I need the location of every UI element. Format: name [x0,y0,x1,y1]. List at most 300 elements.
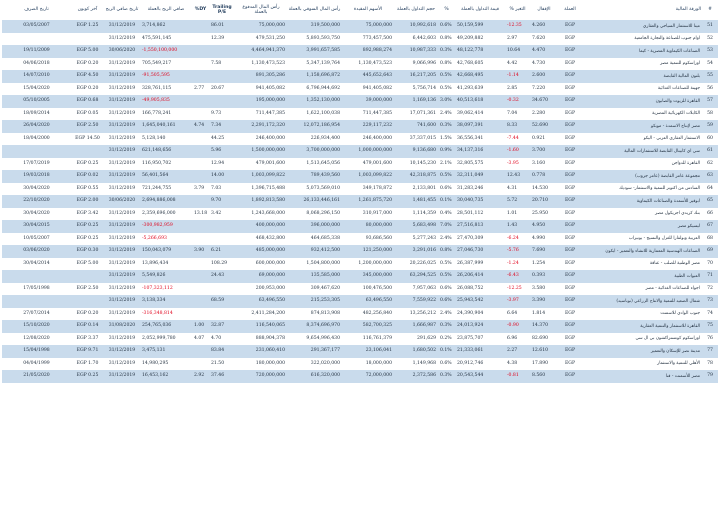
market-cap-cell: 26,387,999 [455,258,505,271]
security-name: اوام جنوب للصناعة والتجارة الجامعية [582,33,702,46]
volume-cell: 6,442,603 [394,33,438,46]
fin-date-cell: 31/12/2019 [104,108,140,121]
row-number: 58 [702,108,718,121]
table-row[interactable] [2,283,718,296]
market-value-cell: 226,934,400 [287,133,342,146]
net-profit-cell: 254,765,036 [140,320,192,333]
row-number: 51 [702,20,718,33]
row-number: 71 [702,270,718,283]
change-pct-cell: 6.64 [505,308,530,321]
currency-cell: EGP [558,370,582,383]
currency-cell: EGP [558,195,582,208]
security-name: مصر للأسمنت - قنا [582,370,702,383]
table-row[interactable] [2,108,718,121]
table-row[interactable] [2,120,718,133]
col-header-close[interactable]: الإقفال [530,0,558,20]
fin-date-cell: 31/08/2020 [104,320,140,333]
currency-cell: EGP [558,95,582,108]
table-row[interactable] [2,133,718,146]
fin-date-cell: 31/12/2019 [104,345,140,358]
row-number: 76 [702,333,718,346]
dy-cell: 1.00 [192,320,209,333]
coupon-date-cell [2,295,71,308]
table-row[interactable] [2,320,718,333]
table-row[interactable] [2,58,718,71]
table-row[interactable] [2,233,718,246]
fin-date-cell: 30/06/2020 [104,195,140,208]
col-header-paid-capital[interactable]: رأس المال المدفوع بالعملة [235,0,287,20]
currency-cell: EGP [558,133,582,146]
market-value-cell: 309,467,620 [287,283,342,296]
market-cap-cell: 41,293,639 [455,83,505,96]
market-value-cell: 1,158,696,872 [287,70,342,83]
volume-cell: 17,071,361 [394,108,438,121]
table-row[interactable] [2,370,718,383]
pe-cell: 6.21 [209,245,235,258]
coupon-date-cell: 03/06/2020 [2,245,71,258]
security-name: الكابلات الكهربائية المصرية [582,108,702,121]
fin-date-cell: 31/12/2019 [104,95,140,108]
table-row[interactable] [2,83,718,96]
dy-cell: 4.74 [192,120,209,133]
shares-cell: 1,261,875,720 [342,195,394,208]
pct-traded-cell: 0.5% [438,83,455,96]
market-value-cell: 9,654,996,430 [287,333,342,346]
change-pct-cell: -0.32 [505,95,530,108]
pct-traded-cell: 7.0% [438,220,455,233]
shares-cell: 345,000,000 [342,270,394,283]
pct-traded-cell: 0.3% [438,45,455,58]
dy-cell [192,345,209,358]
table-row[interactable] [2,195,718,208]
pe-cell [209,45,235,58]
col-header-pct-traded[interactable]: % [438,0,455,20]
market-value-cell: 291,367,177 [287,345,342,358]
fin-date-cell: 31/12/2019 [104,33,140,46]
fin-date-cell: 31/12/2019 [104,133,140,146]
last-coupon-cell: EGP 5.00 [71,258,104,271]
security-name: اجواء للصناعات الغذائية - مصر [582,283,702,296]
fin-date-cell: 31/12/2019 [104,120,140,133]
pe-cell: 37.46 [209,370,235,383]
shares-cell: 63,496,550 [342,295,394,308]
dy-cell [192,70,209,83]
pct-traded-cell: 2.1% [438,158,455,171]
security-name: مدينة نصر للإسكان والتعمير [582,345,702,358]
last-coupon-cell: EGP 0.30 [71,245,104,258]
net-profit-cell: 3,475,131 [140,345,192,358]
col-header-market-value[interactable]: رأس المال السوقي بالعملة [287,0,342,20]
table-row[interactable] [2,145,718,158]
dy-cell [192,58,209,71]
last-coupon-cell: EGP 9.71 [71,345,104,358]
table-row[interactable] [2,45,718,58]
security-name: الأهلي للتنمية والاستثمار [582,358,702,371]
shares-cell: 1,130,473,523 [342,58,394,71]
table-row[interactable] [2,245,718,258]
dy-cell [192,308,209,321]
table-row[interactable] [2,358,718,371]
dy-cell [192,195,209,208]
col-header-market-cap[interactable]: قيمة التداول بالعملة [455,0,505,20]
pct-traded-cell: 0.3% [438,120,455,133]
market-value-cell: 135,585,000 [287,270,342,283]
dy-cell [192,45,209,58]
table-row[interactable] [2,295,718,308]
coupon-date-cell: 14/07/2010 [2,70,71,83]
security-name: الصناعات الكيماوية المصرية - كيما [582,45,702,58]
security-name: القاهرة للدواجن [582,158,702,171]
shares-cell: 582,700,325 [342,320,394,333]
coupon-date-cell: 19/11/2009 [2,45,71,58]
shares-cell: 1,200,000,000 [342,258,394,271]
last-coupon-cell: EGP 0.20 [71,308,104,321]
net-profit-cell: -1,550,100,000 [140,45,192,58]
close-price-cell: 1.814 [530,308,558,321]
net-profit-cell: -5,266,693 [140,233,192,246]
security-name: العربية وبولفارا للغزل والنسيج - يونيراب [582,233,702,246]
coupon-date-cell: 19/03/2018 [2,170,71,183]
coupon-date-cell: 17/07/2019 [2,158,71,171]
coupon-date-cell: 18/09/2014 [2,108,71,121]
pe-cell: 32.87 [209,320,235,333]
pe-cell: 83.84 [209,345,235,358]
table-row[interactable] [2,208,718,221]
pe-cell: 12.94 [209,158,235,171]
table-row[interactable] [2,158,718,171]
pe-cell [209,283,235,296]
shares-cell: 80,000,000 [342,220,394,233]
col-header-num[interactable]: # [702,0,718,20]
table-row[interactable] [2,333,718,346]
row-number: 77 [702,345,718,358]
col-header-volume[interactable]: حجم التداول بالعملة [394,0,438,20]
net-profit-cell: 5,549,826 [140,270,192,283]
paid-capital-cell: 2,291,172,320 [235,120,287,133]
col-header-name[interactable]: الورقة المالية [582,0,702,20]
shares-cell: 310,917,000 [342,208,394,221]
change-pct-cell: -12.25 [505,283,530,296]
volume-cell: 10,992,618 [394,20,438,33]
row-number: 62 [702,158,718,171]
shares-cell: 1,000,000,000 [342,145,394,158]
last-coupon-cell: EGP 1.25 [71,20,104,33]
security-name: القاهرة للزيوت والصابون [582,95,702,108]
shares-cell: 39,000,000 [342,95,394,108]
net-profit-cell: -49,905,835 [140,95,192,108]
pe-cell: 14.00 [209,170,235,183]
close-price-cell: 4.730 [530,58,558,71]
currency-cell: EGP [558,270,582,283]
net-profit-cell: 475,591,145 [140,33,192,46]
shares-cell: 482,256,840 [342,308,394,321]
pct-traded-cell: 0.4% [438,208,455,221]
last-coupon-cell: EGP 0.14 [71,320,104,333]
change-pct-cell: 1.43 [505,220,530,233]
pe-cell: 7.03 [209,183,235,196]
dy-cell [192,170,209,183]
change-pct-cell: 2.85 [505,83,530,96]
row-number: 78 [702,358,718,371]
fin-date-cell: 31/12/2019 [104,170,140,183]
change-pct-cell: 6.96 [505,333,530,346]
col-header-coupon-date[interactable]: تاريخ الصرف [2,0,71,20]
change-pct-cell: 4.31 [505,183,530,196]
coupon-date-cell: 22/10/2020 [2,195,71,208]
paid-capital-cell: 200,953,000 [235,283,287,296]
pct-traded-cell: 0.5% [438,258,455,271]
row-number: 73 [702,295,718,308]
currency-cell: EGP [558,108,582,121]
market-cap-cell: 28,501,112 [455,208,505,221]
volume-cell: 7,957,063 [394,283,438,296]
pct-traded-cell: 0.6% [438,283,455,296]
currency-cell: EGP [558,208,582,221]
fin-date-cell: 31/12/2019 [104,245,140,258]
table-row[interactable] [2,220,718,233]
close-price-cell: 2.600 [530,70,558,83]
dy-cell [192,358,209,371]
dy-cell: 2.77 [192,83,209,96]
dy-cell: 3.79 [192,183,209,196]
last-coupon-cell: EGP 2.50 [71,283,104,296]
close-price-cell: 25.950 [530,208,558,221]
coupon-date-cell: 30/04/2015 [2,220,71,233]
coupon-date-cell: 12/08/2020 [2,333,71,346]
paid-capital-cell: 180,000,000 [235,358,287,371]
market-cap-cell: 26,088,752 [455,283,505,296]
table-body [2,20,718,383]
market-value-cell: 3,991,657,585 [287,45,342,58]
market-value-cell: 8,374,696,970 [287,320,342,333]
close-price-cell: 34.670 [530,95,558,108]
coupon-date-cell: 30/04/2020 [2,208,71,221]
close-price-cell: 4.950 [530,220,558,233]
row-number: 56 [702,83,718,96]
paid-capital-cell: 479,001,600 [235,158,287,171]
paid-capital-cell: 231,060,410 [235,345,287,358]
volume-cell: 2,372,586 [394,370,438,383]
paid-capital-cell: 1,396,715,488 [235,183,287,196]
last-coupon-cell: EGP 3.37 [71,333,104,346]
pe-cell: 9.73 [209,108,235,121]
coupon-date-cell: 17/05/1998 [2,283,71,296]
row-number: 72 [702,283,718,296]
row-number: 61 [702,145,718,158]
net-profit-cell: 166,778,241 [140,108,192,121]
net-profit-cell: -91,505,595 [140,70,192,83]
market-cap-cell: 50,159,599 [455,20,505,33]
change-pct-cell: 1.01 [505,208,530,221]
dy-cell [192,108,209,121]
row-number: 53 [702,45,718,58]
shares-cell: 18,000,000 [342,358,394,371]
fin-date-cell: 31/12/2019 [104,220,140,233]
currency-cell: EGP [558,33,582,46]
net-profit-cell: 705,549,217 [140,58,192,71]
pct-traded-cell: 0.6% [438,358,455,371]
volume-cell: 10,145,230 [394,158,438,171]
paid-capital-cell: 1,130,473,523 [235,58,287,71]
net-profit-cell: 2,052,999,780 [140,333,192,346]
market-cap-cell: 38,097,391 [455,120,505,133]
close-price-cell: 3.390 [530,295,558,308]
paid-capital-cell: 941,405,082 [235,83,287,96]
market-cap-cell: 34,137,316 [455,145,505,158]
change-pct-cell: -3.95 [505,158,530,171]
row-number: 65 [702,195,718,208]
paid-capital-cell: 69,000,000 [235,270,287,283]
close-price-cell: 14.530 [530,183,558,196]
market-value-cell: 6,796,944,692 [287,83,342,96]
market-cap-cell: 32,805,575 [455,158,505,171]
paid-capital-cell: 2,411,284,200 [235,308,287,321]
security-name: القاهرة للاستثمار والتنمية العقارية [582,320,702,333]
close-price-cell: 8.560 [530,370,558,383]
pe-cell: 86.01 [209,20,235,33]
pct-traded-cell: 0.5% [438,70,455,83]
currency-cell: EGP [558,183,582,196]
market-cap-cell: 21,333,061 [455,345,505,358]
fin-date-cell: 31/12/2019 [104,270,140,283]
change-pct-cell: -1.14 [505,70,530,83]
pe-cell [209,95,235,108]
last-coupon-cell: EGP 1.70 [71,358,104,371]
col-header-last-coupon[interactable]: آخر كوبون [71,0,104,20]
market-value-cell: 319,500,000 [287,20,342,33]
paid-capital-cell: 63,496,550 [235,295,287,308]
net-profit-cell: 116,950,702 [140,158,192,171]
currency-cell: EGP [558,220,582,233]
pe-cell: 24.43 [209,270,235,283]
coupon-date-cell: 15/04/1998 [2,345,71,358]
table-row[interactable] [2,183,718,196]
volume-cell: 16,217,205 [394,70,438,83]
shares-cell: 229,117,232 [342,120,394,133]
close-price-cell: 4.990 [530,233,558,246]
coupon-date-cell: 30/04/2020 [2,183,71,196]
table-row[interactable] [2,258,718,271]
net-profit-cell: 56,401,564 [140,170,192,183]
currency-cell: EGP [558,233,582,246]
close-price-cell: 7.220 [530,83,558,96]
pe-cell: 7.34 [209,120,235,133]
market-value-cell: 8,068,296,150 [287,208,342,221]
pct-traded-cell: 0.6% [438,20,455,33]
currency-cell: EGP [558,45,582,58]
table-row[interactable] [2,345,718,358]
last-coupon-cell: EGP 3.42 [71,208,104,221]
change-pct-cell: 12.43 [505,170,530,183]
market-cap-cell: 30,040,735 [455,195,505,208]
market-cap-cell: 27,046,730 [455,245,505,258]
close-price-cell: 0.393 [530,270,558,283]
security-name: مجموعة عامر القابضة (عامر جروب) [582,170,702,183]
volume-cell: 13,256,212 [394,308,438,321]
pct-traded-cell: 0.3% [438,320,455,333]
security-name: بنك كريدي اجريكول مصر [582,208,702,221]
col-header-net-profit[interactable]: صافي الربح بالعملة [140,0,192,20]
coupon-date-cell: 05/10/2005 [2,95,71,108]
col-header-dy[interactable]: DY% [192,0,209,20]
market-cap-cell: 32,311,049 [455,170,505,183]
table-row[interactable] [2,95,718,108]
pe-cell: 12.39 [209,33,235,46]
change-pct-cell: -6.43 [505,270,530,283]
market-value-cell: 874,813,908 [287,308,342,321]
paid-capital-cell: 116,540,065 [235,320,287,333]
coupon-date-cell: 04/06/2018 [2,58,71,71]
paid-capital-cell: 1,500,000,000 [235,145,287,158]
col-header-pe[interactable]: Trailing P/E [209,0,235,20]
row-number: 59 [702,120,718,133]
dy-cell [192,295,209,308]
table-header-row [2,0,718,20]
table-row[interactable] [2,308,718,321]
table-row[interactable] [2,270,718,283]
close-price-cell: 17.890 [530,358,558,371]
table-row[interactable] [2,70,718,83]
currency-cell: EGP [558,283,582,296]
net-profit-cell: 621,148,656 [140,145,192,158]
change-pct-cell: 4.38 [505,358,530,371]
row-number: 60 [702,133,718,146]
market-cap-cell: 20,912,746 [455,358,505,371]
col-header-currency[interactable]: العملة [558,0,582,20]
last-coupon-cell: EGP 2.00 [71,195,104,208]
volume-cell: 9,066,996 [394,58,438,71]
coupon-date-cell: 30/04/2014 [2,258,71,271]
last-coupon-cell [71,33,104,46]
currency-cell: EGP [558,320,582,333]
net-profit-cell: 13,896,434 [140,258,192,271]
market-cap-cell: 24,390,904 [455,308,505,321]
close-price-cell: 4.470 [530,45,558,58]
col-header-change[interactable]: التغير % [505,0,530,20]
paid-capital-cell: 4,464,941,370 [235,45,287,58]
table-row[interactable] [2,33,718,46]
col-header-shares[interactable]: الأسهم المقيدة [342,0,394,20]
dy-cell [192,258,209,271]
close-price-cell: 0.921 [530,133,558,146]
security-name: العبوات الطبية [582,270,702,283]
col-header-fin-date[interactable]: تاريخ صافي الربح [104,0,140,20]
market-value-cell: 396,000,000 [287,220,342,233]
volume-cell: 7,559,922 [394,295,438,308]
dy-cell: 13.18 [192,208,209,221]
last-coupon-cell: EGP 14.50 [71,133,104,146]
row-number: 57 [702,95,718,108]
close-price-cell: 3.580 [530,283,558,296]
market-value-cell: 464,685,338 [287,233,342,246]
net-profit-cell: 721,244,755 [140,183,192,196]
market-value-cell: 616,320,000 [287,370,342,383]
market-value-cell: 5,893,593,750 [287,33,342,46]
volume-cell: 1,114,359 [394,208,438,221]
table-row[interactable] [2,170,718,183]
dy-cell [192,283,209,296]
pe-cell: 44.25 [209,133,235,146]
table-row[interactable] [2,20,718,33]
net-profit-cell: 5,128,140 [140,133,192,146]
coupon-date-cell: 04/04/1999 [2,358,71,371]
coupon-date-cell [2,33,71,46]
row-number: 67 [702,220,718,233]
shares-cell: 93,686,560 [342,233,394,246]
paid-capital-cell: 1,003,099,822 [235,170,287,183]
security-name: ابوقير للأسمدة والصناعات الكيماوية [582,195,702,208]
market-value-cell: 932,412,500 [287,245,342,258]
